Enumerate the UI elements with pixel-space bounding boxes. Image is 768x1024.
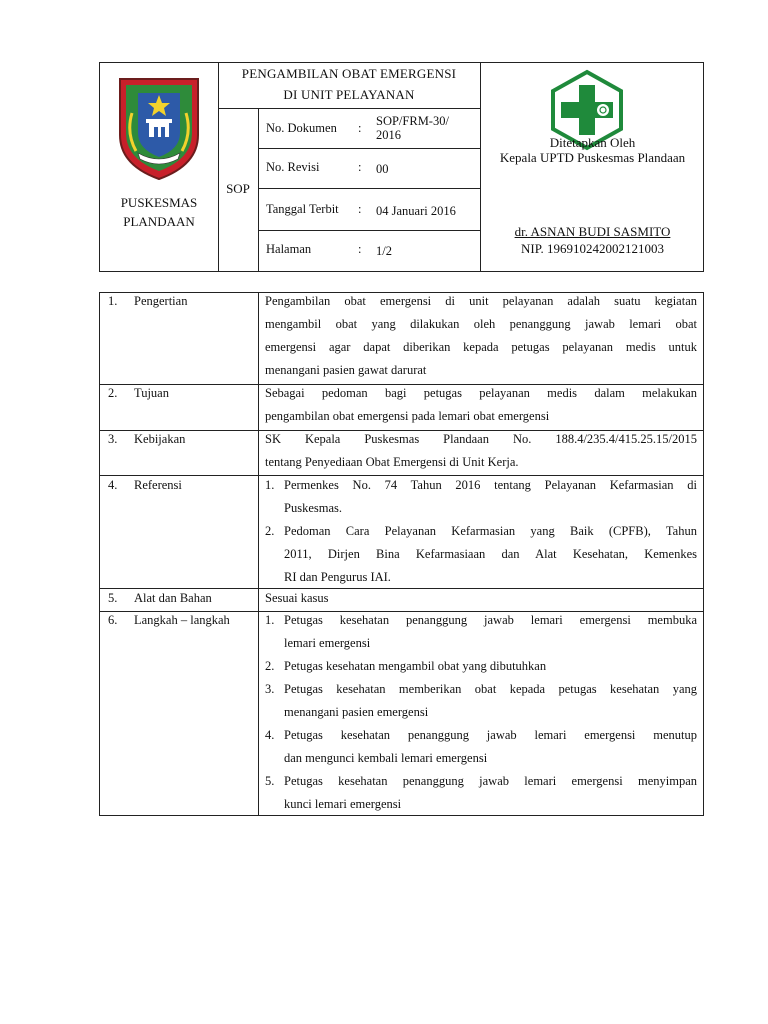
text-line: emergensi agar dapat diberikan kepada petugas pelayanan medis untuk (265, 340, 697, 354)
grid-line (258, 108, 259, 271)
row-label-pengertian: Pengertian (134, 294, 188, 308)
field-label-issue-date: Tanggal Terbit (266, 202, 339, 216)
field-label-page: Halaman (266, 242, 312, 256)
row-label-referensi: Referensi (134, 478, 182, 492)
list-item-number: 1. (265, 613, 275, 627)
field-value-issue-date: 04 Januari 2016 (376, 204, 456, 218)
field-value-document-number: SOP/FRM-30/ 2016 (376, 114, 449, 142)
row-content-langkah-langkah (265, 609, 697, 816)
list-item (265, 609, 697, 655)
row-number: 1. (108, 294, 118, 308)
field-value-revision: 00 (376, 162, 389, 176)
text-line: Puskesmas. (284, 501, 342, 515)
row-content-alat-dan-bahan (265, 587, 697, 610)
sop-content-table (99, 292, 704, 816)
list-item-number: 1. (265, 478, 275, 492)
field-colon: : (358, 242, 362, 256)
row-label-langkah-langkah: Langkah – langkah (134, 613, 230, 627)
list-item (265, 724, 697, 770)
text-line: Pengambilan obat emergensi di unit pelayanan adalah suatu kegiatan (265, 294, 697, 308)
text-line: SK Kepala Puskesmas Plandaan No. 188.4/235.4/415.25.15/2015 (265, 432, 697, 446)
text-line: Petugas kesehatan penanggung jawab lemari emergensi membuka (284, 613, 697, 627)
signatory-nip: NIP. 196910242002121003 (520, 241, 664, 256)
list-item-number: 5. (265, 774, 275, 788)
field-label-document-number: No. Dokumen (266, 121, 337, 135)
grid-line (258, 293, 259, 815)
organization-name-line1: PUSKESMAS (120, 195, 198, 210)
text-line: Petugas kesehatan mengambil obat yang dibutuhkan (284, 659, 547, 673)
text-line: dan mengunci kembali lemari emergensi (284, 751, 488, 765)
approval-block (480, 135, 705, 165)
text-line: pengambilan obat emergensi pada lemari obat emergensi (265, 409, 550, 423)
list-item (265, 678, 697, 724)
text-line: lemari emergensi (284, 636, 371, 650)
signatory-block (480, 223, 705, 257)
text-line: menangani pasien emergensi (284, 705, 429, 719)
organization-name (100, 193, 218, 231)
row-number: 3. (108, 432, 118, 446)
approval-line1: Ditetapkan Oleh (549, 135, 636, 150)
text-line: mengambil obat yang dilakukan oleh penanggung jawab lemari obat (265, 317, 697, 331)
row-label-alat-dan-bahan: Alat dan Bahan (134, 591, 212, 605)
sop-label: SOP (226, 181, 250, 196)
approval-line2: Kepala UPTD Puskesmas Plandaan (499, 150, 686, 165)
list-item (265, 474, 697, 520)
list-item-number: 2. (265, 524, 275, 538)
field-colon: : (358, 202, 362, 216)
row-content-pengertian (265, 290, 697, 382)
text-line: kunci lemari emergensi (284, 797, 402, 811)
text-line: Permenkes No. 74 Tahun 2016 tentang Pelayanan Kefarmasian di (284, 478, 697, 492)
field-colon: : (358, 121, 362, 135)
row-number: 4. (108, 478, 118, 492)
list-item-number: 4. (265, 728, 275, 742)
text-line: Petugas kesehatan penanggung jawab lemari emergensi menutup (284, 728, 697, 742)
list-item (265, 520, 697, 589)
list-item (265, 655, 697, 678)
grid-line (258, 188, 480, 189)
row-content-kebijakan (265, 428, 697, 474)
text-line: tentang Penyediaan Obat Emergensi di Unit Kerja. (265, 455, 519, 469)
row-content-tujuan (265, 382, 697, 428)
grid-line (258, 148, 480, 149)
text-line: Sesuai kasus (265, 591, 329, 605)
row-number: 5. (108, 591, 118, 605)
document-title-line1: PENGAMBILAN OBAT EMERGENSI (241, 66, 457, 81)
text-line: Sebagai pedoman bagi petugas pelayanan medis dalam melakukan (265, 386, 697, 400)
signatory-name: dr. ASNAN BUDI SASMITO (514, 224, 671, 239)
field-value-page: 1/2 (376, 244, 392, 258)
field-label-revision: No. Revisi (266, 160, 320, 174)
row-label-kebijakan: Kebijakan (134, 432, 186, 446)
text-line: Pedoman Cara Pelayanan Kefarmasian yang Baik (CPFB), Tahun (284, 524, 697, 538)
list-item-number: 3. (265, 682, 275, 696)
text-line: Petugas kesehatan memberikan obat kepada petugas kesehatan yang (284, 682, 697, 696)
list-item-number: 2. (265, 659, 275, 673)
list-item (265, 770, 697, 816)
text-line: menangani pasien gawat darurat (265, 363, 427, 377)
document-title-line2: DI UNIT PELAYANAN (283, 87, 415, 102)
text-line: Petugas kesehatan penanggung jawab lemari emergensi menyimpan (284, 774, 697, 788)
text-line: 2011, Dirjen Bina Kefarmasiaan dan Alat Kesehatan, Kemenkes (284, 547, 697, 561)
organization-name-line2: PLANDAAN (123, 214, 195, 229)
field-colon: : (358, 160, 362, 174)
row-content-referensi (265, 474, 697, 589)
grid-line (218, 108, 480, 109)
regional-emblem-icon (114, 73, 204, 183)
grid-line (258, 230, 480, 231)
sop-header-table (99, 62, 704, 272)
text-line: RI dan Pengurus IAI. (284, 570, 391, 584)
row-number: 2. (108, 386, 118, 400)
row-label-tujuan: Tujuan (134, 386, 169, 400)
row-number: 6. (108, 613, 118, 627)
